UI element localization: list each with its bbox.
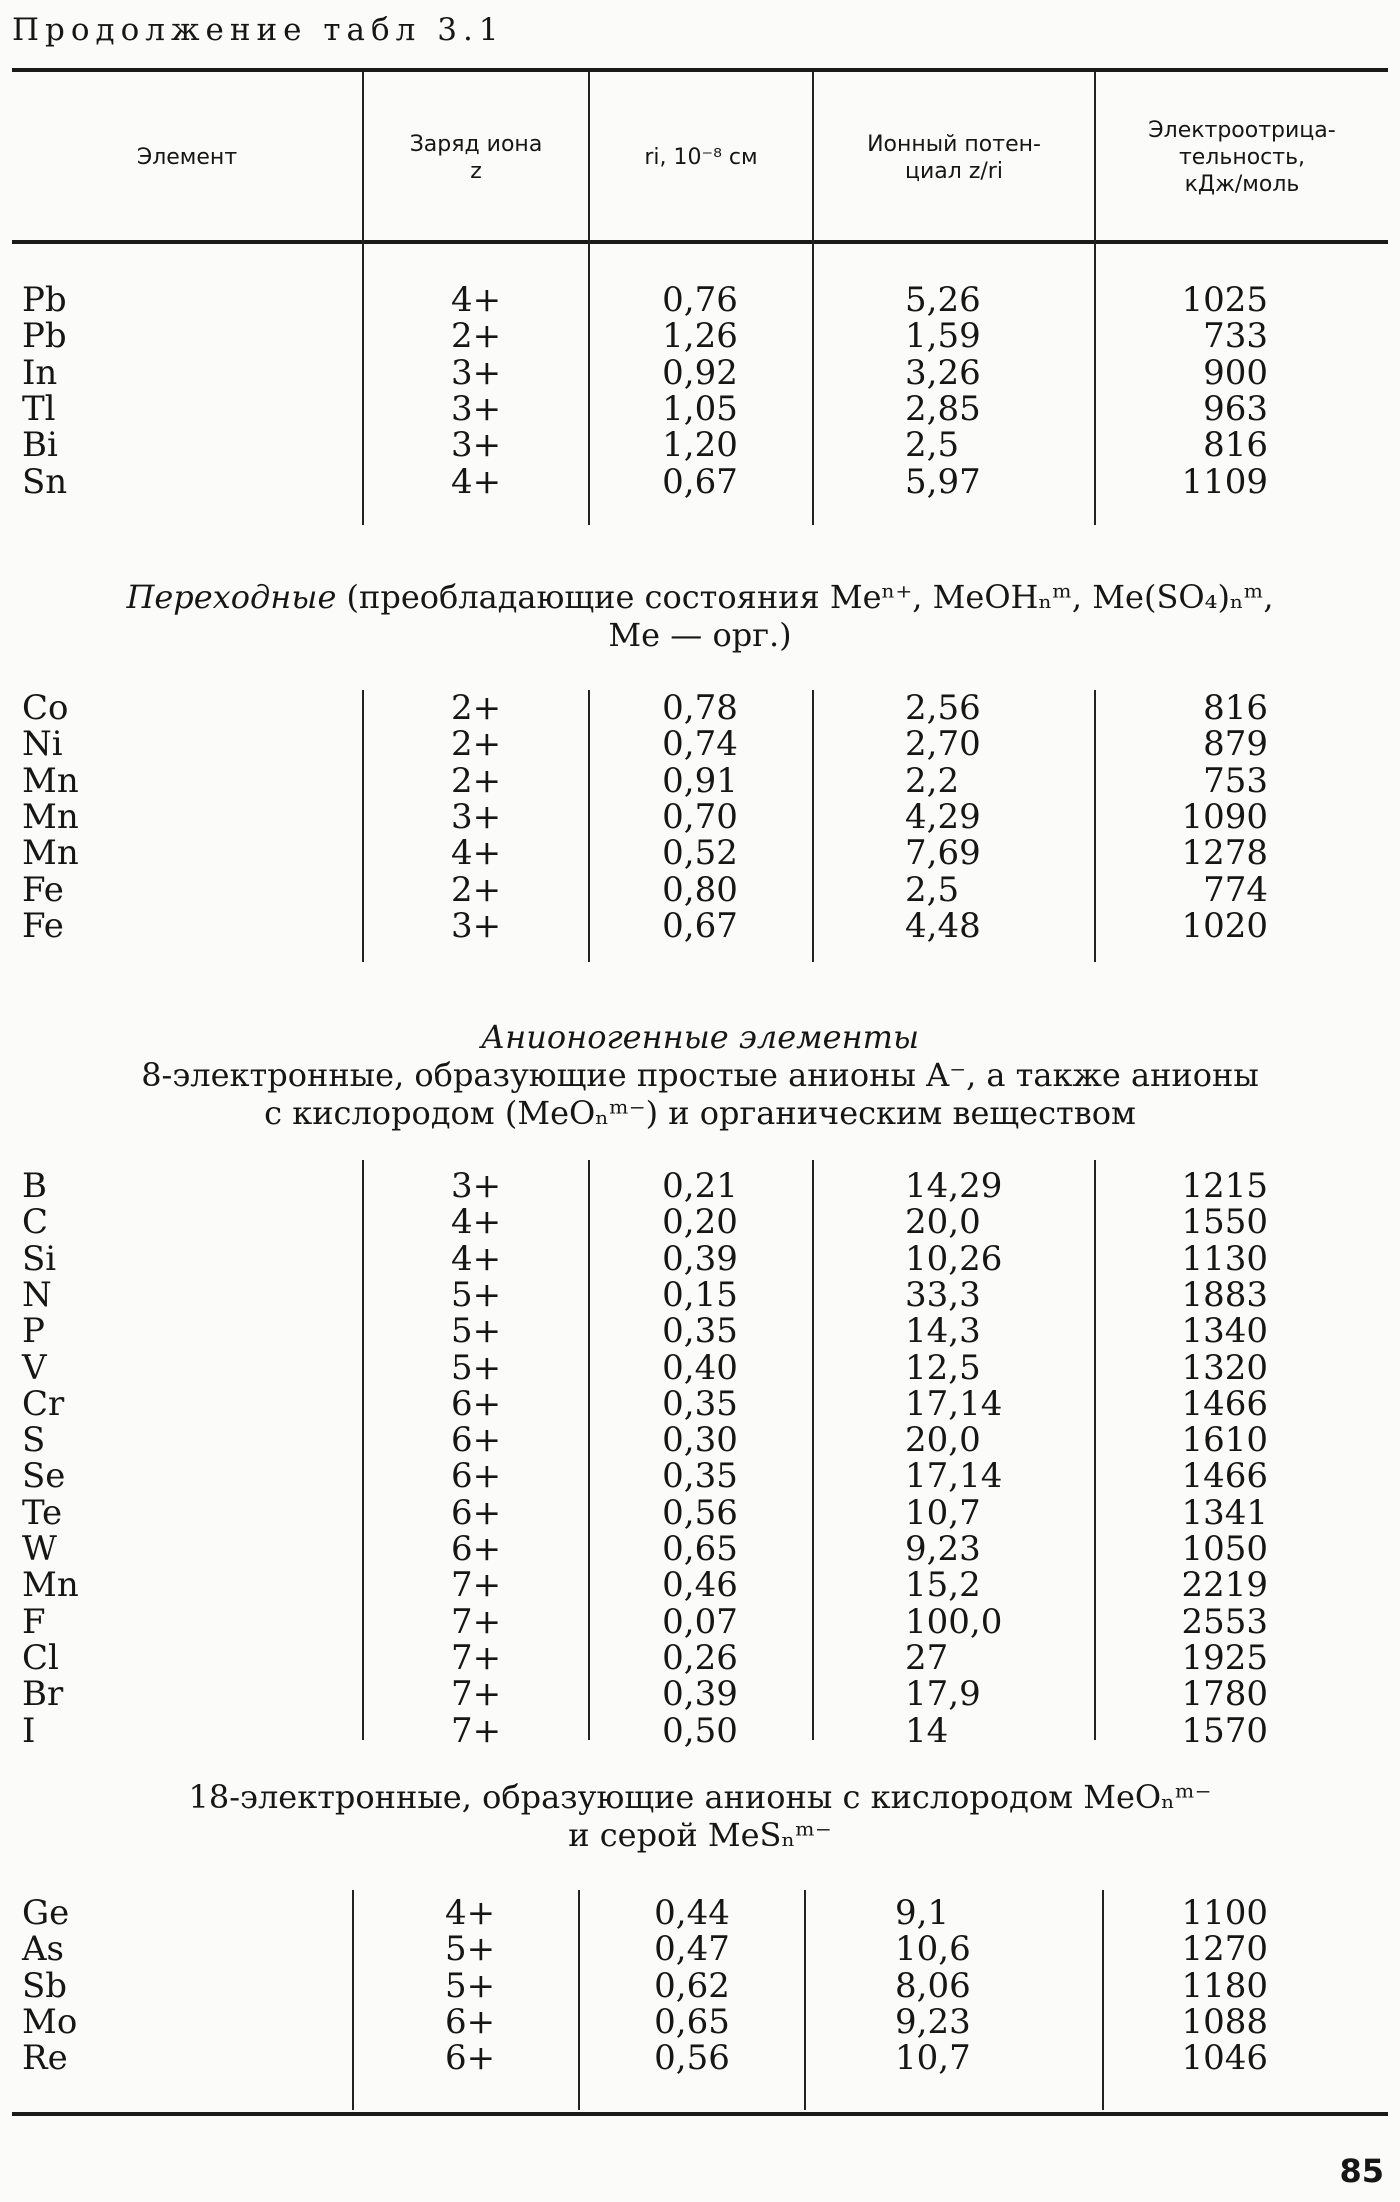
- element-cell: N: [22, 1275, 52, 1315]
- electronegativity-cell: 1100: [1181, 1893, 1268, 1933]
- potential-cell: 8,06: [895, 1966, 971, 2006]
- radius-cell: 0,92: [662, 353, 738, 393]
- table-row: [0, 726, 1400, 762]
- radius-cell: 0,47: [654, 1929, 730, 1969]
- radius-cell: 0,15: [662, 1275, 738, 1315]
- potential-cell: 4,29: [905, 797, 981, 837]
- electronegativity-cell: 1130: [1181, 1239, 1268, 1279]
- electronegativity-cell: 1109: [1181, 462, 1268, 502]
- table-row: [0, 1386, 1400, 1422]
- table-row: [0, 2040, 1400, 2076]
- element-cell: Br: [22, 1674, 64, 1714]
- electronegativity-cell: 1180: [1181, 1966, 1268, 2006]
- potential-cell: 2,5: [905, 870, 960, 910]
- element-cell: Ni: [22, 724, 63, 764]
- electronegativity-cell: 1610: [1181, 1420, 1268, 1460]
- electronegativity-cell: 1050: [1181, 1529, 1268, 1569]
- radius-cell: 0,65: [662, 1529, 738, 1569]
- electronegativity-cell: 1215: [1181, 1166, 1268, 1206]
- element-cell: Mo: [22, 2002, 78, 2042]
- radius-cell: 0,40: [662, 1348, 738, 1388]
- potential-cell: 10,7: [895, 2038, 971, 2078]
- element-cell: Sn: [22, 462, 68, 502]
- radius-cell: 0,35: [662, 1311, 738, 1351]
- charge-cell: 2+: [450, 870, 502, 910]
- radius-cell: 0,39: [662, 1674, 738, 1714]
- charge-cell: 2+: [450, 761, 502, 801]
- table-row: [0, 1458, 1400, 1494]
- potential-cell: 10,7: [905, 1493, 981, 1533]
- table-row: [0, 1204, 1400, 1240]
- electronegativity-cell: 2219: [1181, 1565, 1268, 1605]
- table-row: [0, 427, 1400, 463]
- radius-cell: 0,78: [662, 688, 738, 728]
- page-number: 85: [1339, 2152, 1384, 2190]
- radius-cell: 0,65: [654, 2002, 730, 2042]
- element-cell: In: [22, 353, 58, 393]
- element-cell: Mn: [22, 833, 79, 873]
- radius-cell: 0,52: [662, 833, 738, 873]
- electronegativity-cell: 1340: [1181, 1311, 1268, 1351]
- table-row: [0, 1168, 1400, 1204]
- electronegativity-cell: 1466: [1181, 1456, 1268, 1496]
- radius-cell: 0,46: [662, 1565, 738, 1605]
- table-row: [0, 391, 1400, 427]
- potential-cell: 27: [905, 1638, 949, 1678]
- potential-cell: 7,69: [905, 833, 981, 873]
- charge-cell: 5+: [450, 1348, 502, 1388]
- electronegativity-cell: 1550: [1181, 1202, 1268, 1242]
- radius-cell: 0,67: [662, 906, 738, 946]
- potential-cell: 10,26: [905, 1239, 1003, 1279]
- potential-cell: 2,70: [905, 724, 981, 764]
- potential-cell: 15,2: [905, 1565, 981, 1605]
- electronegativity-cell: 1270: [1181, 1929, 1268, 1969]
- element-cell: V: [22, 1348, 47, 1388]
- electronegativity-cell: 1025: [1181, 280, 1268, 320]
- table-row: [0, 1604, 1400, 1640]
- charge-cell: 7+: [450, 1602, 502, 1642]
- table-row: [0, 690, 1400, 726]
- header-bottom-rule: [12, 240, 1388, 244]
- potential-cell: 9,1: [895, 1893, 950, 1933]
- section-title-italic: Переходные: [126, 578, 347, 616]
- potential-cell: 33,3: [905, 1275, 981, 1315]
- radius-cell: 0,21: [662, 1166, 738, 1206]
- electronegativity-cell: 2553: [1181, 1602, 1268, 1642]
- charge-cell: 4+: [444, 1893, 496, 1933]
- table-row: [0, 464, 1400, 500]
- table-row: [0, 282, 1400, 318]
- table-row: [0, 763, 1400, 799]
- potential-cell: 1,59: [905, 316, 981, 356]
- electronegativity-cell: 1780: [1181, 1674, 1268, 1714]
- potential-cell: 2,56: [905, 688, 981, 728]
- charge-cell: 6+: [450, 1493, 502, 1533]
- table-row: [0, 1567, 1400, 1603]
- electronegativity-cell: 1020: [1181, 906, 1268, 946]
- element-cell: Mn: [22, 1565, 79, 1605]
- element-cell: Pb: [22, 280, 67, 320]
- electronegativity-cell: 1278: [1181, 833, 1268, 873]
- element-cell: Cr: [22, 1384, 65, 1424]
- radius-cell: 0,74: [662, 724, 738, 764]
- electronegativity-cell: 1090: [1181, 797, 1268, 837]
- potential-cell: 4,48: [905, 906, 981, 946]
- charge-cell: 3+: [450, 1166, 502, 1206]
- section-title-line: и серой MeSₙᵐ⁻: [568, 1816, 832, 1854]
- charge-cell: 2+: [450, 688, 502, 728]
- element-cell: As: [22, 1929, 65, 1969]
- electronegativity-cell: 1925: [1181, 1638, 1268, 1678]
- radius-cell: 0,39: [662, 1239, 738, 1279]
- charge-cell: 7+: [450, 1711, 502, 1751]
- radius-cell: 0,44: [654, 1893, 730, 1933]
- charge-cell: 3+: [450, 353, 502, 393]
- radius-cell: 1,26: [662, 316, 738, 356]
- potential-cell: 5,26: [905, 280, 981, 320]
- table-row: [0, 1968, 1400, 2004]
- charge-cell: 2+: [450, 724, 502, 764]
- potential-cell: 10,6: [895, 1929, 971, 1969]
- section-title-line: 18-электронные, образующие анионы с кислородом MeOₙᵐ⁻: [188, 1778, 1212, 1816]
- potential-cell: 2,5: [905, 425, 960, 465]
- electronegativity-cell: 963: [1203, 389, 1268, 429]
- radius-cell: 0,62: [654, 1966, 730, 2006]
- charge-cell: 5+: [444, 1929, 496, 1969]
- element-cell: I: [22, 1711, 36, 1751]
- potential-cell: 14: [905, 1711, 949, 1751]
- element-cell: P: [22, 1311, 45, 1351]
- radius-cell: 0,20: [662, 1202, 738, 1242]
- table-row: [0, 1640, 1400, 1676]
- table-row: [0, 835, 1400, 871]
- radius-cell: 1,20: [662, 425, 738, 465]
- charge-cell: 6+: [450, 1456, 502, 1496]
- element-cell: W: [22, 1529, 57, 1569]
- charge-cell: 6+: [444, 2038, 496, 2078]
- potential-cell: 14,3: [905, 1311, 981, 1351]
- radius-cell: 0,35: [662, 1384, 738, 1424]
- charge-cell: 4+: [450, 462, 502, 502]
- section-title-italic: Анионогенные элементы: [480, 1018, 920, 1056]
- radius-cell: 0,67: [662, 462, 738, 502]
- charge-cell: 5+: [450, 1311, 502, 1351]
- section-title-1: [0, 578, 1400, 654]
- table-row: [0, 1676, 1400, 1712]
- electronegativity-cell: 816: [1203, 688, 1268, 728]
- element-cell: Re: [22, 2038, 68, 2078]
- potential-cell: 2,85: [905, 389, 981, 429]
- radius-cell: 0,30: [662, 1420, 738, 1460]
- charge-cell: 3+: [450, 906, 502, 946]
- electronegativity-cell: 733: [1203, 316, 1268, 356]
- electronegativity-cell: 879: [1203, 724, 1268, 764]
- table-row: [0, 1277, 1400, 1313]
- section-title-line: Me — орг.): [608, 616, 792, 654]
- element-cell: B: [22, 1166, 47, 1206]
- potential-cell: 20,0: [905, 1202, 981, 1242]
- table-row: [0, 1495, 1400, 1531]
- radius-cell: 0,56: [654, 2038, 730, 2078]
- table-row: [0, 355, 1400, 391]
- electronegativity-cell: 900: [1203, 353, 1268, 393]
- section-title-2: [0, 1018, 1400, 1132]
- electronegativity-cell: 1320: [1181, 1348, 1268, 1388]
- electronegativity-cell: 816: [1203, 425, 1268, 465]
- charge-cell: 4+: [450, 280, 502, 320]
- electronegativity-cell: 1088: [1181, 2002, 1268, 2042]
- table-caption: Продолжение табл 3.1: [12, 12, 505, 48]
- radius-cell: 1,05: [662, 389, 738, 429]
- radius-cell: 0,26: [662, 1638, 738, 1678]
- potential-cell: 9,23: [895, 2002, 971, 2042]
- table-row: [0, 908, 1400, 944]
- table-row: [0, 1313, 1400, 1349]
- element-cell: C: [22, 1202, 49, 1242]
- radius-cell: 0,70: [662, 797, 738, 837]
- table-row: [0, 799, 1400, 835]
- electronegativity-cell: 753: [1203, 761, 1268, 801]
- table-row: [0, 1531, 1400, 1567]
- charge-cell: 7+: [450, 1674, 502, 1714]
- element-cell: Tl: [22, 389, 56, 429]
- element-cell: Ge: [22, 1893, 70, 1933]
- electronegativity-cell: 1466: [1181, 1384, 1268, 1424]
- element-cell: Mn: [22, 797, 79, 837]
- electronegativity-cell: 1046: [1181, 2038, 1268, 2078]
- radius-cell: 0,35: [662, 1456, 738, 1496]
- charge-cell: 6+: [450, 1420, 502, 1460]
- element-cell: F: [22, 1602, 46, 1642]
- table-row: [0, 318, 1400, 354]
- charge-cell: 4+: [450, 833, 502, 873]
- table-row: [0, 1422, 1400, 1458]
- section-title-line: (преобладающие состояния Meⁿ⁺, MeOHₙᵐ, Me(SO₄)ₙᵐ,: [346, 578, 1274, 616]
- potential-cell: 20,0: [905, 1420, 981, 1460]
- element-cell: Te: [22, 1493, 63, 1533]
- table-row: [0, 2004, 1400, 2040]
- electronegativity-cell: 1570: [1181, 1711, 1268, 1751]
- radius-cell: 0,56: [662, 1493, 738, 1533]
- table-top-rule: [12, 68, 1388, 72]
- header-electronegativity: Электроотрица- тельность, кДж/моль: [1148, 118, 1336, 197]
- table-bottom-rule: [12, 2112, 1388, 2116]
- element-cell: Se: [22, 1456, 66, 1496]
- charge-cell: 6+: [450, 1384, 502, 1424]
- charge-cell: 7+: [450, 1638, 502, 1678]
- table-row: [0, 1713, 1400, 1749]
- table-row: [0, 1931, 1400, 1967]
- potential-cell: 17,14: [905, 1384, 1003, 1424]
- charge-cell: 4+: [450, 1202, 502, 1242]
- charge-cell: 5+: [450, 1275, 502, 1315]
- element-cell: Fe: [22, 906, 64, 946]
- charge-cell: 3+: [450, 797, 502, 837]
- charge-cell: 6+: [450, 1529, 502, 1569]
- charge-cell: 3+: [450, 425, 502, 465]
- element-cell: S: [22, 1420, 46, 1460]
- potential-cell: 9,23: [905, 1529, 981, 1569]
- element-cell: Cl: [22, 1638, 59, 1678]
- radius-cell: 0,50: [662, 1711, 738, 1751]
- header-ionic-potential: Ионный потен- циал z/ri: [867, 131, 1041, 184]
- potential-cell: 17,9: [905, 1674, 981, 1714]
- section-title-line: 8-электронные, образующие простые анионы A⁻, а также анионы: [141, 1056, 1259, 1094]
- section-title-3: [0, 1778, 1400, 1854]
- radius-cell: 0,91: [662, 761, 738, 801]
- table-row: [0, 1350, 1400, 1386]
- potential-cell: 12,5: [905, 1348, 981, 1388]
- table-row: [0, 1895, 1400, 1931]
- radius-cell: 0,80: [662, 870, 738, 910]
- header-charge: Заряд иона z: [409, 131, 543, 184]
- element-cell: Bi: [22, 425, 58, 465]
- charge-cell: 3+: [450, 389, 502, 429]
- radius-cell: 0,76: [662, 280, 738, 320]
- potential-cell: 100,0: [905, 1602, 1003, 1642]
- element-cell: Pb: [22, 316, 67, 356]
- potential-cell: 2,2: [905, 761, 960, 801]
- element-cell: Si: [22, 1239, 57, 1279]
- potential-cell: 5,97: [905, 462, 981, 502]
- potential-cell: 17,14: [905, 1456, 1003, 1496]
- element-cell: Mn: [22, 761, 79, 801]
- radius-cell: 0,07: [662, 1602, 738, 1642]
- electronegativity-cell: 774: [1203, 870, 1268, 910]
- potential-cell: 3,26: [905, 353, 981, 393]
- table-row: [0, 872, 1400, 908]
- charge-cell: 7+: [450, 1565, 502, 1605]
- potential-cell: 14,29: [905, 1166, 1003, 1206]
- electronegativity-cell: 1883: [1181, 1275, 1268, 1315]
- electronegativity-cell: 1341: [1181, 1493, 1268, 1533]
- charge-cell: 4+: [450, 1239, 502, 1279]
- charge-cell: 5+: [444, 1966, 496, 2006]
- charge-cell: 6+: [444, 2002, 496, 2042]
- section-title-line: с кислородом (MeOₙᵐ⁻) и органическим веществом: [264, 1094, 1136, 1132]
- header-element: Элемент: [136, 145, 238, 170]
- element-cell: Co: [22, 688, 69, 728]
- table-row: [0, 1241, 1400, 1277]
- element-cell: Fe: [22, 870, 64, 910]
- element-cell: Sb: [22, 1966, 68, 2006]
- header-radius: ri, 10⁻⁸ см: [644, 145, 758, 170]
- charge-cell: 2+: [450, 316, 502, 356]
